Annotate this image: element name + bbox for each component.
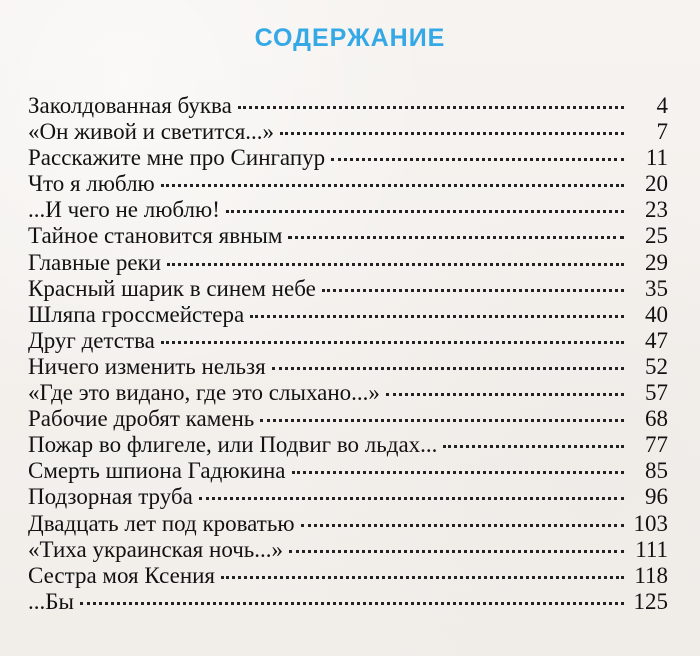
toc-entry bbox=[28, 328, 668, 354]
toc-entry-title: Пожар во флигеле, или Подвиг во льдах... bbox=[28, 432, 438, 458]
page-title: СОДЕРЖАНИЕ bbox=[254, 24, 446, 52]
toc-entry-title: Сестра моя Ксения bbox=[28, 562, 216, 588]
toc-entry bbox=[28, 171, 668, 197]
dot-leader bbox=[331, 158, 624, 161]
toc-page-number: 103 bbox=[633, 510, 668, 536]
dot-leader bbox=[221, 576, 624, 579]
table-of-contents bbox=[28, 93, 668, 615]
toc-page-number: 68 bbox=[645, 406, 668, 432]
toc-entry bbox=[28, 302, 668, 328]
toc-entry bbox=[28, 276, 668, 302]
toc-entry bbox=[28, 563, 668, 589]
toc-entry bbox=[28, 354, 668, 380]
dot-leader bbox=[272, 367, 624, 370]
toc-entry-title: Рабочие дробят камень bbox=[28, 406, 255, 432]
toc-page-number: 125 bbox=[633, 588, 668, 614]
dot-leader bbox=[386, 393, 624, 396]
toc-entry-title: «Где это видано, где это слыхано...» bbox=[28, 380, 380, 406]
toc-entry bbox=[28, 145, 668, 171]
toc-entry bbox=[28, 93, 668, 119]
dot-leader bbox=[238, 106, 624, 109]
toc-page-number: 4 bbox=[656, 93, 668, 118]
toc-entry-title: Подзорная труба bbox=[28, 484, 193, 510]
toc-entry bbox=[28, 119, 668, 145]
toc-entry bbox=[28, 406, 668, 432]
toc-entry-title: Что я люблю bbox=[28, 171, 155, 197]
toc-entry-title: «Он живой и светится...» bbox=[28, 119, 275, 145]
toc-entry bbox=[28, 458, 668, 484]
toc-page-number: 118 bbox=[634, 562, 668, 588]
dot-leader bbox=[322, 289, 624, 292]
toc-page-number: 47 bbox=[645, 327, 668, 353]
toc-page-number: 77 bbox=[645, 432, 668, 458]
toc-entry bbox=[28, 197, 668, 223]
toc-entry bbox=[28, 250, 668, 276]
toc-entry-title: Тайное становится явным bbox=[28, 223, 283, 249]
toc-entry-title: Заколдованная буква bbox=[28, 93, 232, 118]
toc-entry-title: Шляпа гроссмейстера bbox=[28, 301, 245, 327]
dot-leader bbox=[443, 445, 624, 448]
toc-entry-title: Расскажите мне про Сингапур bbox=[28, 145, 326, 171]
dot-leader bbox=[260, 419, 624, 422]
dot-leader bbox=[250, 315, 624, 318]
toc-entry-title: Двадцать лет под кроватью bbox=[28, 510, 295, 536]
toc-entry bbox=[28, 484, 668, 510]
toc-entry-title: Главные реки bbox=[28, 249, 162, 275]
dot-leader bbox=[161, 341, 624, 344]
toc-page-number: 85 bbox=[645, 458, 668, 484]
toc-page-number: 25 bbox=[645, 223, 668, 249]
toc-page-number: 29 bbox=[645, 249, 668, 275]
toc-entry bbox=[28, 223, 668, 249]
toc-entry-title: ...И чего не люблю! bbox=[28, 197, 220, 223]
toc-page-number: 7 bbox=[656, 119, 668, 145]
toc-entry bbox=[28, 589, 668, 615]
toc-page-number: 20 bbox=[645, 171, 668, 197]
toc-entry-title: «Тиха украинская ночь...» bbox=[28, 536, 284, 562]
toc-entry-title: Ничего изменить нельзя bbox=[28, 353, 266, 379]
dot-leader bbox=[161, 184, 624, 187]
toc-entry bbox=[28, 432, 668, 458]
toc-entry-title: Красный шарик в синем небе bbox=[28, 275, 316, 301]
toc-page-number: 23 bbox=[645, 197, 668, 223]
toc-page-number: 111 bbox=[635, 536, 668, 562]
toc-entry-title: Друг детства bbox=[28, 327, 155, 353]
toc-page-number: 40 bbox=[645, 301, 668, 327]
dot-leader bbox=[199, 497, 624, 500]
toc-page-number: 96 bbox=[645, 484, 668, 510]
toc-page-number: 52 bbox=[645, 353, 668, 379]
toc-entry bbox=[28, 511, 668, 537]
dot-leader bbox=[167, 263, 624, 266]
dot-leader bbox=[289, 550, 624, 553]
toc-entry bbox=[28, 537, 668, 563]
toc-page-number: 11 bbox=[645, 145, 668, 171]
dot-leader bbox=[288, 236, 624, 239]
toc-entry-title: ...Бы bbox=[28, 588, 74, 614]
dot-leader bbox=[226, 210, 624, 213]
dot-leader bbox=[80, 602, 624, 605]
toc-page-number: 57 bbox=[645, 380, 668, 406]
dot-leader bbox=[280, 132, 624, 135]
toc-entry-title: Смерть шпиона Гадюкина bbox=[28, 458, 286, 484]
toc-page-number: 35 bbox=[645, 275, 668, 301]
dot-leader bbox=[301, 524, 624, 527]
dot-leader bbox=[292, 471, 624, 474]
toc-entry bbox=[28, 380, 668, 406]
